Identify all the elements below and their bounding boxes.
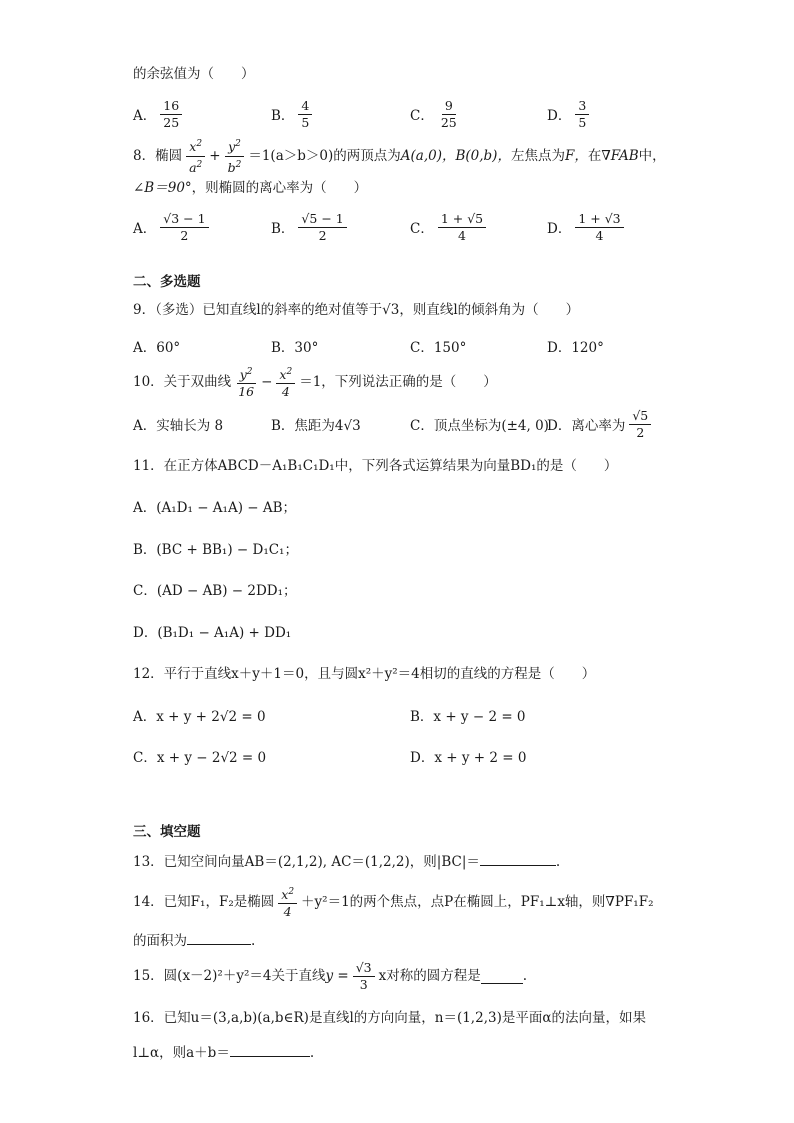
q9-options (133, 326, 673, 366)
q8-option-d[interactable]: D． $\frac{1 + √3}{4}$ (547, 207, 628, 247)
fraction: $\frac{x^2}{a^2}$ (186, 137, 205, 174)
q8-line2: ∠B＝90°，则椭圆的离心率为（ ） (133, 180, 368, 196)
q14-line1: 14．已知F₁，F₂是椭圆 $\frac{x^2}{4}$ ＋y²＝1的两个焦点，点P在椭圆上，PF₁⊥x轴，则∇PF₁F₂ (133, 886, 654, 920)
q7-option-d[interactable]: D． $\frac{3}{5}$ (547, 94, 593, 134)
fraction: $\frac{3}{5}$ (575, 99, 589, 130)
fraction: $\frac{y^2}{16}$ (238, 366, 255, 400)
fraction: $\frac{√3 - 1}{2}$ (160, 212, 208, 243)
q10-option-a[interactable]: A．实轴长为 8 (133, 418, 224, 434)
q8-line1: 8． 椭圆 $\frac{x^2}{a^2}$ + $\frac{y^2}{b^2}$ ＝1(a＞b＞0) 的两顶点为 A(a,0)， B(0,b)， 左焦点为 F， 在 ∇FAB 中， (133, 139, 666, 175)
section-heading-multiple-choice: 二、多选题 (133, 274, 201, 290)
q10-stem: 10．关于双曲线 $\frac{y^2}{16}$ − $\frac{x^2}{4}$ ＝1，下列说法正确的是（ ） (133, 366, 497, 400)
fraction: $\frac{√5}{2}$ (629, 409, 651, 440)
q8-option-a[interactable]: A． $\frac{√3 - 1}{2}$ (133, 207, 213, 247)
q11-stem: 11．在正方体ABCD－A₁B₁C₁D₁中，下列各式运算结果为向量BD₁的是（ ） (133, 458, 618, 474)
q15-answer-blank[interactable] (481, 969, 523, 984)
q11-option-c[interactable]: C．(AD − AB) − 2DD₁； (133, 583, 297, 599)
q12-option-d[interactable]: D．x + y + 2 = 0 (410, 750, 527, 766)
q9-option-d[interactable]: D．120° (547, 340, 604, 356)
q13-answer-blank[interactable] (480, 851, 556, 866)
q12-option-c[interactable]: C．x + y − 2√2 = 0 (133, 750, 267, 766)
q10-option-c[interactable]: C．顶点坐标为(±4, 0) (410, 418, 549, 434)
section-heading-fill-in: 三、填空题 (133, 824, 201, 840)
q10-option-d[interactable]: D．离心率为 $\frac{√5}{2}$ (547, 404, 655, 444)
q9-option-b[interactable]: B．30° (271, 340, 319, 356)
q7-options (133, 94, 673, 134)
q7-option-a[interactable]: A． $\frac{16}{25}$ (133, 94, 186, 134)
q8-option-c[interactable]: C． $\frac{1 + √5}{4}$ (410, 207, 490, 247)
fraction: $\frac{1 + √3}{4}$ (575, 212, 623, 243)
fraction: $\frac{√3}{3}$ (353, 961, 375, 992)
q16-line1: 16．已知u＝(3,a,b)(a,b∈R)是直线l的方向向量，n＝(1,2,3)是平面α的法向量，如果 (133, 1010, 646, 1026)
q11-option-d[interactable]: D．(B₁D₁ − A₁A) + DD₁ (133, 625, 292, 641)
q16-line2: l⊥α，则a＋b＝ . (133, 1042, 314, 1063)
q8-option-b[interactable]: B． $\frac{√5 - 1}{2}$ (271, 207, 351, 247)
fraction: $\frac{x^2}{4}$ (276, 365, 295, 399)
q7-option-c[interactable]: C． $\frac{9}{25}$ (410, 94, 464, 134)
q15-stem: 15．圆(x－2)²＋y²＝4关于直线 y = $\frac{√3}{3}$ x对称的圆方程是 . (133, 959, 528, 992)
fraction: $\frac{√5 - 1}{2}$ (298, 212, 346, 243)
q12-options-row2 (133, 736, 673, 776)
q12-option-b[interactable]: B．x + y − 2 = 0 (410, 709, 526, 725)
fraction: $\frac{1 + √5}{4}$ (438, 212, 486, 243)
q11-option-a[interactable]: A．(A₁D₁ − A₁A) − AB； (133, 500, 297, 516)
fraction: $\frac{9}{25}$ (440, 97, 457, 130)
q9-option-c[interactable]: C．150° (410, 340, 467, 356)
q10-options (133, 404, 673, 444)
q9-stem: 9．（多选）已知直线l的斜率的绝对值等于√3，则直线l的倾斜角为（ ） (133, 302, 580, 318)
fraction: $\frac{x^2}{4}$ (278, 885, 297, 919)
q12-stem: 12．平行于直线x＋y＋1＝0，且与圆x²＋y²＝4相切的直线的方程是（ ） (133, 666, 596, 682)
q7-tail: 的余弦值为（ ） (133, 66, 255, 82)
q13-stem: 13．已知空间向量AB＝(2,1,2), AC＝(1,2,2)，则|BC|＝ . (133, 851, 560, 872)
q16-answer-blank[interactable] (230, 1042, 310, 1057)
fraction: $\frac{y^2}{b^2}$ (225, 137, 245, 174)
q11-option-b[interactable]: B．(BC + BB₁) − D₁C₁； (133, 542, 298, 558)
q10-option-b[interactable]: B．焦距为4√3 (271, 418, 361, 434)
q12-option-a[interactable]: A．x + y + 2√2 = 0 (133, 709, 266, 725)
q12-options-row1 (133, 695, 673, 735)
q14-line2: 的面积为 . (133, 930, 255, 951)
fraction: $\frac{16}{25}$ (160, 99, 182, 130)
q14-answer-blank[interactable] (187, 930, 251, 945)
q7-option-b[interactable]: B． $\frac{4}{5}$ (271, 94, 316, 134)
q9-option-a[interactable]: A．60° (133, 340, 181, 356)
fraction: $\frac{4}{5}$ (298, 99, 312, 130)
q8-options (133, 207, 673, 247)
